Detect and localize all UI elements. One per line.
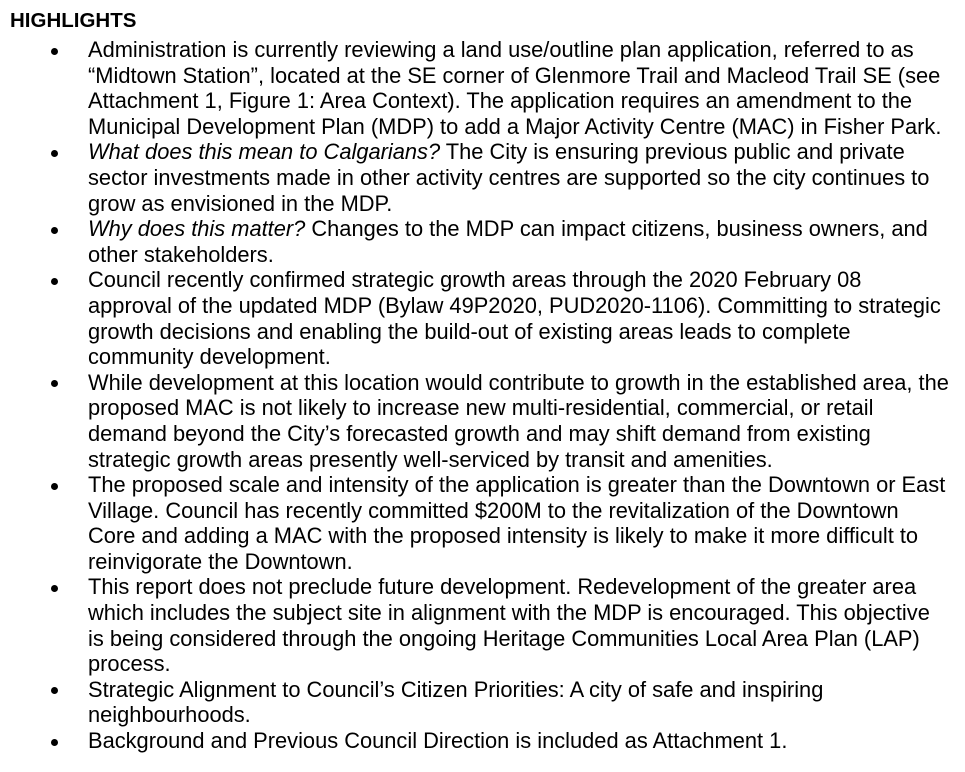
list-item — [0, 216, 965, 267]
bullet-lead: Why does this matter? — [88, 216, 306, 242]
bullet-text: Changes to the MDP can impact citizens, business owners, and other stakeholders. — [88, 216, 928, 267]
document-page — [0, 8, 965, 772]
bullet-text: Strategic Alignment to Council’s Citizen Priorities: A city of safe and inspiring neighbourhoods. — [88, 676, 824, 728]
page-title: HIGHLIGHTS — [10, 9, 137, 32]
bullet-text: Administration is currently reviewing a land use/outline plan application, referred to as “Midtown Station”, located at the SE corner of Glenmore Trail and Macleod Trail SE (see Attachment 1, Figure 1: Area Context). The application requires an amendment to the Municipal Development Plan (MDP) to add a Major Activity Centre (MAC) in Fisher Park. — [88, 37, 942, 139]
bullet-icon — [51, 687, 58, 694]
list-item — [0, 472, 965, 574]
bullet-text: Council recently confirmed strategic growth areas through the 2020 February 08 approval of the updated MDP (Bylaw 49P2020, PUD2020-1106). Committing to strategic growth decisions and enabling the build-out of existing areas leads to complete community development. — [88, 267, 941, 370]
list-item — [0, 574, 965, 676]
list-item — [0, 139, 965, 216]
bullet-lead: What does this mean to Calgarians? — [88, 139, 441, 165]
bullet-text: While development at this location would contribute to growth in the established area, the proposed MAC is not likely to increase new multi-residential, commercial, or retail demand beyond the City’s forecasted growth and may shift demand from existing strategic growth areas presently well-serviced by transit and amenities. — [88, 369, 949, 472]
bullet-icon — [51, 585, 58, 592]
highlights-list — [0, 37, 965, 754]
bullet-icon — [51, 278, 58, 285]
bullet-icon — [51, 483, 58, 490]
bullet-text: Background and Previous Council Direction is included as Attachment 1. — [88, 728, 788, 754]
list-item — [0, 267, 965, 369]
list-item — [0, 370, 965, 472]
bullet-icon — [51, 48, 58, 55]
bullet-text: The proposed scale and intensity of the application is greater than the Downtown or East Village. Council has recently committed $200M to the revitalization of the Downtown Core and adding a MAC with the proposed intensity is likely to make it more difficult to reinvigorate the Downtown. — [88, 472, 946, 574]
bullet-icon — [51, 150, 58, 157]
bullet-icon — [51, 739, 58, 746]
bullet-icon — [51, 380, 58, 387]
list-item — [0, 37, 965, 139]
bullet-text: This report does not preclude future development. Redevelopment of the greater area which includes the subject site in alignment with the MDP is encouraged. This objective is being considered through the ongoing Heritage Communities Local Area Plan (LAP) process. — [88, 574, 930, 677]
bullet-text: The City is ensuring previous public and private sector investments made in other activity centres are supported so the city continues to grow as envisioned in the MDP. — [88, 139, 930, 216]
bullet-icon — [51, 227, 58, 234]
list-item — [0, 677, 965, 728]
list-item — [0, 728, 965, 754]
